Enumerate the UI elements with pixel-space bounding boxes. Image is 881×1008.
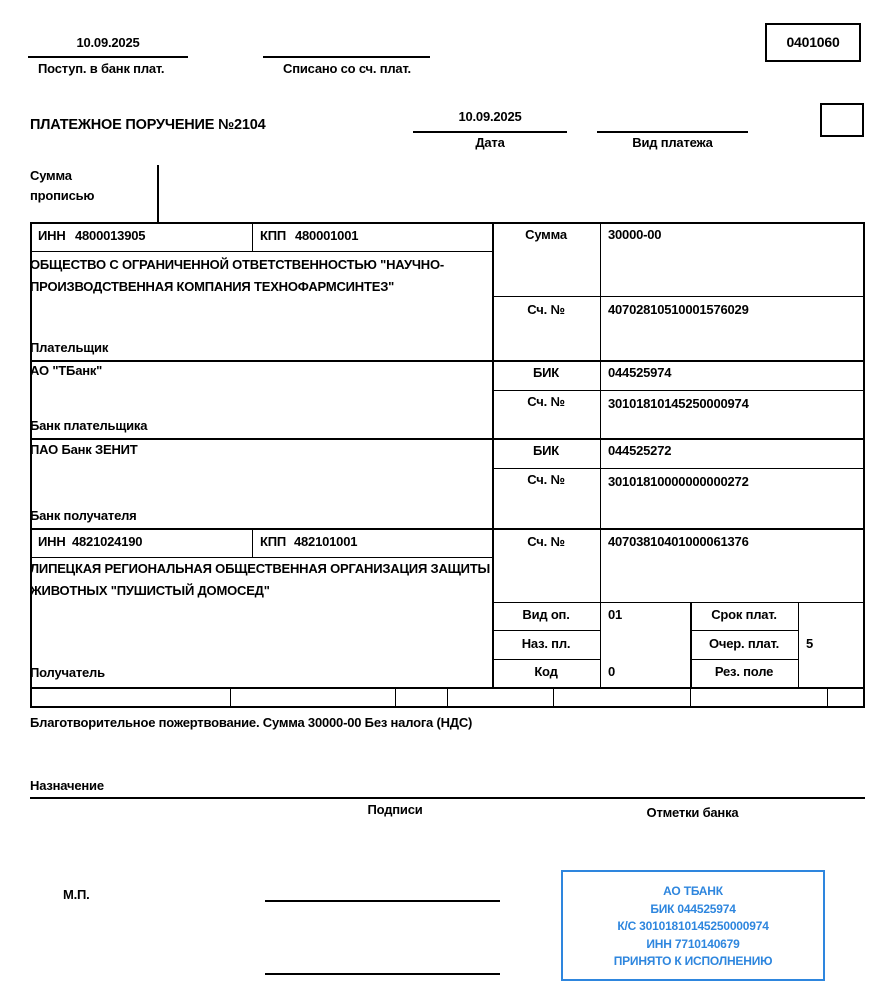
- purpose-bottom-line: [30, 797, 865, 799]
- date-label: Дата: [475, 135, 505, 150]
- grid-line: [30, 222, 865, 224]
- payment-type-box: [820, 103, 864, 137]
- payer-bank-label: Банк плательщика: [30, 418, 148, 433]
- grid-line: [30, 251, 492, 252]
- bank-acceptance-stamp: [561, 870, 825, 981]
- payer-kpp-label: КПП: [260, 228, 287, 243]
- bank-marks-label: Отметки банка: [646, 805, 739, 820]
- stamp-bik: БИК 044525974: [650, 901, 736, 916]
- payer-inn-label: ИНН: [38, 228, 66, 243]
- received-date: 10.09.2025: [76, 35, 140, 50]
- priority-value: 5: [806, 636, 814, 651]
- priority-label: Очер. плат.: [708, 636, 780, 651]
- code-label: Код: [534, 664, 558, 679]
- grid-line: [30, 528, 865, 530]
- sum-label: Сумма: [525, 227, 567, 242]
- op-type-value: 01: [608, 607, 623, 622]
- purpose-label: Назначение: [30, 778, 104, 793]
- form-code: 0401060: [786, 34, 840, 50]
- payee-kpp-label: КПП: [260, 534, 287, 549]
- grid-line: [492, 602, 865, 603]
- payee-name-line1: ЛИПЕЦКАЯ РЕГИОНАЛЬНАЯ ОБЩЕСТВЕННАЯ ОРГАНИЗАЦИЯ ЗАЩИТЫ: [30, 561, 491, 576]
- payer-bank-account-label: Сч. №: [527, 394, 565, 409]
- stamp-corr-account: К/С 30101810145250000974: [617, 919, 769, 933]
- payee-label: Получатель: [30, 665, 105, 680]
- tax-row-divider: [395, 687, 396, 706]
- date-underline: [413, 131, 567, 133]
- payee-bank-name: ПАО Банк ЗЕНИТ: [30, 442, 138, 457]
- grid-line: [600, 222, 601, 687]
- payee-bank-account-label: Сч. №: [527, 472, 565, 487]
- grid-line: [690, 630, 798, 631]
- debited-underline: [263, 56, 430, 58]
- payer-bank-bik-value: 044525974: [608, 365, 672, 380]
- grid-line: [863, 222, 865, 708]
- amount-words-divider: [157, 165, 159, 222]
- debited-label: Списано со сч. плат.: [283, 61, 411, 76]
- payment-type-label: Вид платежа: [632, 135, 713, 150]
- payer-name-line1: ОБЩЕСТВО С ОГРАНИЧЕННОЙ ОТВЕТСТВЕННОСТЬЮ "НАУЧНО-: [30, 257, 445, 272]
- signature-line-1: [265, 900, 500, 902]
- grid-line: [492, 390, 865, 391]
- tax-row-divider: [230, 687, 231, 706]
- doc-date: 10.09.2025: [458, 109, 522, 124]
- payer-inn-value: 4800013905: [75, 228, 146, 243]
- pay-purpose-code-label: Наз. пл.: [521, 636, 571, 651]
- payer-label: Плательщик: [30, 340, 109, 355]
- payer-bank-account-value: 30101810145250000974: [608, 396, 749, 411]
- grid-line: [30, 557, 492, 558]
- grid-line: [252, 222, 253, 251]
- op-type-label: Вид оп.: [522, 607, 570, 622]
- grid-line: [252, 528, 253, 557]
- payer-bank-name: АО "ТБанк": [30, 363, 103, 378]
- tax-row-divider: [447, 687, 448, 706]
- received-underline: [28, 56, 188, 58]
- stamp-inn: ИНН 7710140679: [646, 936, 740, 951]
- grid-line: [30, 438, 865, 440]
- amount-words-label-1: Сумма: [30, 168, 72, 183]
- payee-bank-bik-label: БИК: [532, 443, 560, 458]
- payee-account-value: 40703810401000061376: [608, 534, 749, 549]
- grid-line: [492, 630, 600, 631]
- payer-account-label: Сч. №: [527, 302, 565, 317]
- payee-inn-value: 4821024190: [72, 534, 143, 549]
- grid-line: [492, 296, 865, 297]
- payee-bank-bik-value: 044525272: [608, 443, 672, 458]
- form-code-box: [765, 23, 861, 62]
- payer-bank-bik-label: БИК: [532, 365, 560, 380]
- due-date-label: Срок плат.: [711, 607, 777, 622]
- purpose-text: Благотворительное пожертвование. Сумма 30000-00 Без налога (НДС): [30, 715, 473, 730]
- document-title: ПЛАТЕЖНОЕ ПОРУЧЕНИЕ №2104: [30, 117, 266, 133]
- payee-bank-label: Банк получателя: [30, 508, 137, 523]
- payer-name-line2: ПРОИЗВОДСТВЕННАЯ КОМПАНИЯ ТЕХНОФАРМСИНТЕЗ": [30, 279, 395, 294]
- stamp-bank-name: АО ТБАНК: [663, 884, 723, 898]
- payee-inn-label: ИНН: [38, 534, 66, 549]
- payer-kpp-value: 480001001: [295, 228, 359, 243]
- payee-account-label: Сч. №: [527, 534, 565, 549]
- sum-value: 30000-00: [608, 227, 662, 242]
- code-value: 0: [608, 664, 616, 679]
- grid-line: [30, 360, 865, 362]
- payer-account-value: 40702810510001576029: [608, 302, 749, 317]
- grid-line: [798, 602, 799, 687]
- payment-type-underline: [597, 131, 748, 133]
- tax-row-divider: [690, 687, 691, 706]
- stamp-accepted-text: ПРИНЯТО К ИСПОЛНЕНИЮ: [613, 954, 773, 968]
- payee-bank-account-value: 30101810000000000272: [608, 474, 749, 489]
- tax-row-divider: [553, 687, 554, 706]
- grid-line: [492, 659, 600, 660]
- received-label: Поступ. в банк плат.: [38, 61, 165, 76]
- stamp-place-label: М.П.: [63, 887, 90, 902]
- signatures-label: Подписи: [367, 802, 423, 817]
- tax-row-divider: [827, 687, 828, 706]
- grid-line: [492, 468, 865, 469]
- amount-words-label-2: прописью: [30, 188, 95, 203]
- payee-kpp-value: 482101001: [294, 534, 358, 549]
- payee-name-line2: ЖИВОТНЫХ "ПУШИСТЫЙ ДОМОСЕД": [30, 583, 270, 598]
- grid-line: [30, 706, 865, 708]
- reserve-field-label: Рез. поле: [714, 664, 774, 679]
- grid-line: [690, 659, 798, 660]
- signature-line-2: [265, 973, 500, 975]
